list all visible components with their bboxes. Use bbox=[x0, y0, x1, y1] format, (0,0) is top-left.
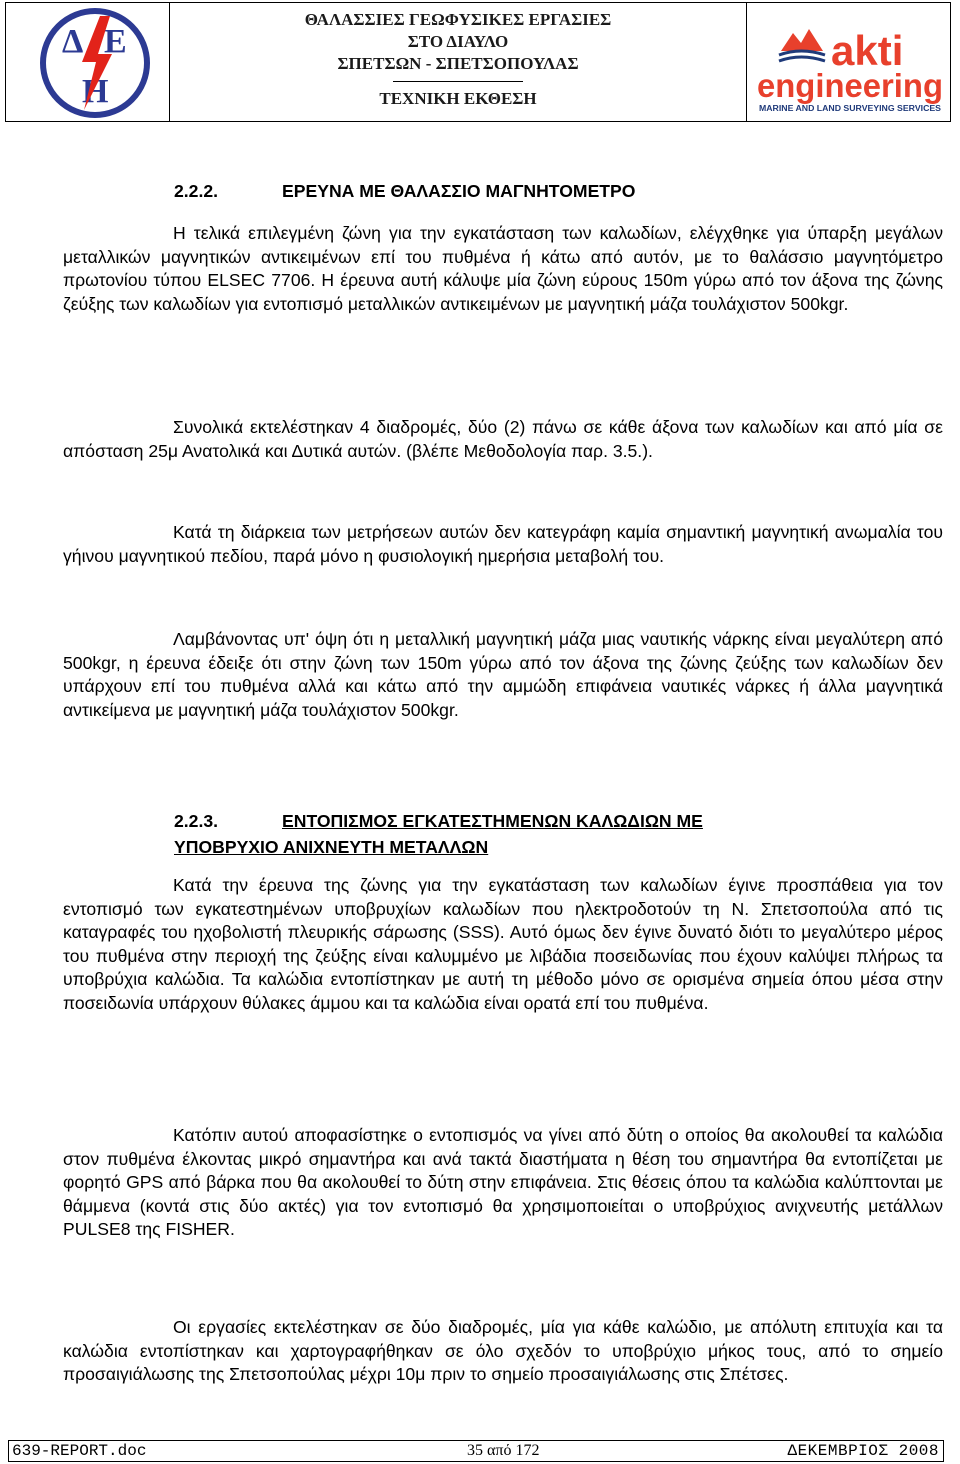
header-title-cell bbox=[170, 3, 746, 121]
page-header bbox=[5, 2, 951, 122]
logo-tagline: MARINE AND LAND SURVEYING SERVICES bbox=[759, 103, 942, 113]
paragraph: Συνολικά εκτελέστηκαν 4 διαδρομές, δύο (2) πάνω σε κάθε άξονα των καλωδίων και από μία σε απόσταση 25μ Ανατολικά και Δυτικά αυτών. (βλέπε Μεθοδολογία παρ. 3.5.). bbox=[63, 417, 943, 461]
paragraph: Κατά την έρευνα της ζώνης για την εγκατάσταση των καλωδίων έγινε προσπάθεια για τον εντοπισμό των εγκατεστημένων υποβρυχίων καλωδίων που ηλεκτροδοτούν τη Ν. Σπετσοπούλα από τις καταγραφές του ηχοβολιστή πλευρικής σάρωσης (SSS). Αυτό όμως δεν έγινε δυνατό διότι το μεγαλύτερο μέρος του πυθμένα στην περιοχή της ζεύξης είναι καλυμμένο με λιβάδια ποσειδωνίας που έχουν καλύψει πλήρως τα υποβρύχια καλώδια. Τα καλώδια εντοπίστηκαν με αυτή τη μέθοδο μόνο σε ορισμένα σημεία όπου μέσα στην ποσειδωνία υπάρχουν θύλακες άμμου και τα καλώδια είναι ορατά επί του πυθμένα. bbox=[63, 875, 943, 1013]
akti-wordmark: akti bbox=[831, 27, 904, 74]
svg-text:Ε: Ε bbox=[104, 23, 127, 60]
paragraph: Οι εργασίες εκτελέστηκαν σε δύο διαδρομές, μία για κάθε καλώδιο, με απόλυτη επιτυχία και τα καλώδια εντοπίστηκαν και χαρτογραφήθηκαν σε όλο σχεδόν το υποβρύχιο μήκος τους, από το σημείο προσαιγιάλωσης της Σπετσοπούλας μέχρι 10μ πριν το σημείο προσαιγιάλωσης στις Σπέτσες. bbox=[63, 1317, 943, 1385]
paragraph: Λαμβάνοντας υπ' όψη ότι η μεταλλική μαγνητική μάζα μιας ναυτικής νάρκης είναι μεγαλύτερη από 500kgr, η έρευνα έδειξε ότι στην ζώνη των 150m γύρω από τον άξονα της ζώνης ζεύξης των καλωδίων δεν υπάρχουν επί του πυθμένα αλλά και κάτω από την αμμώδη επιφάνεια ναυτικές νάρκες ή άλλα μαγνητικά αντικείμενα με μαγνητική μάζα τουλάχιστον 500kgr. bbox=[63, 629, 943, 720]
dei-logo bbox=[38, 6, 152, 120]
akti-engineering-logo bbox=[751, 11, 947, 115]
page-footer bbox=[8, 1440, 944, 1462]
section-title-line-1: ΕΝΤΟΠΙΣΜΟΣ ΕΓΚΑΤΕΣΤΗΜΕΝΩΝ ΚΑΛΩΔΙΩΝ ΜΕ bbox=[282, 811, 703, 831]
project-title-line-2: ΣΤΟ ΔΙΑΥΛΟ bbox=[407, 32, 509, 51]
section-number: 2.2.3. bbox=[174, 811, 219, 831]
report-type: ΤΕΧΝΙΚΗ ΕΚΘΕΣΗ bbox=[379, 89, 537, 108]
header-left-cell bbox=[6, 3, 170, 121]
section-number: 2.2.2. bbox=[174, 181, 219, 201]
section-title: ΕΡΕΥΝΑ ΜΕ ΘΑΛΑΣΣΙΟ ΜΑΓΝΗΤΟΜΕΤΡΟ bbox=[282, 181, 636, 201]
project-title-line-1: ΘΑΛΑΣΣΙΕΣ ΓΕΩΦΥΣΙΚΕΣ ΕΡΓΑΣΙΕΣ bbox=[304, 10, 612, 29]
header-right-cell bbox=[746, 3, 952, 121]
project-title-line-3: ΣΠΕΤΣΩΝ - ΣΠΕΤΣΟΠΟΥΛΑΣ bbox=[337, 54, 579, 73]
paragraph: Κατόπιν αυτού αποφασίστηκε ο εντοπισμός να γίνει από δύτη ο οποίος θα ακολουθεί τα καλώδια στον πυθμένα έλκοντας μικρό σημαντήρα και ανά τακτά διαστήματα η θέση του σημαντήρα θα εντοπίζεται με φορητό GPS από βάρκα που θα ακολουθεί το δύτη στην επιφάνεια. Στις θέσεις όπου τα καλώδια καλύπτονται με θάμμενα (κοντά στις δύο ακτές) για τον εντοπισμό θα χρησιμοποιείται ο υποβρύχιος ανιχνευτής μετάλλων PULSE8 της FISHER. bbox=[63, 1125, 943, 1240]
paragraph: Η τελικά επιλεγμένη ζώνη για την εγκατάσταση των καλωδίων, ελέγχθηκε για ύπαρξη μεγάλων μεταλλικών μαγνητικών αντικειμένων επί του πυθμένα ή κάτω από αυτόν, με το θαλάσσιο μαγνητόμετρο πρωτονίου τύπου ELSEC 7706. Η έρευνα αυτή κάλυψε μία ζώνη εύρους 150m γύρω από τον άξονα της ζώνης ζεύξης των καλωδίων για εντοπισμό μεταλλικών αντικειμένων με μαγνητική μάζα τουλάχιστον 500kgr. bbox=[63, 223, 943, 314]
header-divider bbox=[393, 81, 523, 82]
footer-filename: 639-REPORT.doc bbox=[12, 1442, 147, 1460]
footer-page-number: 35 από 172 bbox=[467, 1442, 540, 1459]
footer-date: ΔΕΚΕΜΒΡΙΟΣ 2008 bbox=[787, 1442, 939, 1460]
section-title-line-2: ΥΠΟΒΡΥΧΙΟ ΑΝΙΧΝΕΥΤΗ ΜΕΤΑΛΛΩΝ bbox=[174, 837, 489, 857]
engineering-wordmark: engineering bbox=[757, 67, 943, 104]
svg-text:Η: Η bbox=[82, 73, 109, 110]
svg-text:Δ: Δ bbox=[62, 23, 84, 60]
paragraph: Κατά τη διάρκεια των μετρήσεων αυτών δεν κατεγράφη καμία σημαντική μαγνητική ανωμαλία του γήινου μαγνητικού πεδίου, παρά μόνο η φυσιολογική ημερήσια μεταβολή του. bbox=[63, 522, 943, 566]
